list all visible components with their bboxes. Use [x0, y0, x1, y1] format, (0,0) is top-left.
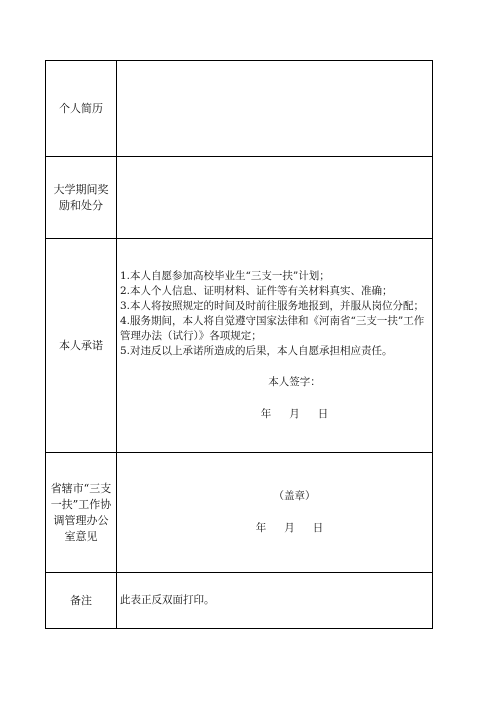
- remark-row: [46, 573, 433, 629]
- pledge-item: 2.本人个人信息、证明材料、证件等有关材料真实、准确；: [120, 285, 393, 297]
- application-form: [45, 60, 433, 628]
- office-label: 省辖市“三支一扶”工作协调管理办公室意见: [50, 481, 112, 543]
- pledge-label: 本人承诺: [59, 338, 103, 352]
- pledge-date-month: 月: [289, 408, 300, 420]
- office-label-cell: [46, 453, 117, 573]
- form-table: [45, 60, 433, 629]
- resume-field[interactable]: [117, 61, 433, 157]
- awards-row: [46, 157, 433, 239]
- awards-field[interactable]: [117, 157, 433, 239]
- office-date: [117, 521, 432, 536]
- pledge-content: [117, 239, 433, 453]
- pledge-date-day: 日: [317, 408, 329, 420]
- signature-line[interactable]: [117, 375, 432, 390]
- pledge-date-year: 年: [260, 408, 272, 420]
- remark-field: [117, 573, 433, 629]
- office-date-day: 日: [312, 522, 324, 534]
- seal-text: （盖章）: [273, 490, 316, 502]
- awards-label: 大学期间奖励和处分: [53, 182, 109, 212]
- pledge-label-cell: [46, 239, 117, 453]
- pledge-items: [117, 269, 432, 359]
- pledge-item: 4.服务期间，本人将自觉遵守国家法律和《河南省“三支一扶”工作管理办法（试行）》各项规定；: [120, 315, 425, 342]
- office-date-year: 年: [255, 522, 267, 534]
- remark-label: 备注: [70, 593, 92, 607]
- office-date-month: 月: [284, 522, 295, 534]
- office-content: [117, 453, 433, 573]
- remark-label-cell: [46, 573, 117, 629]
- resume-row: [46, 61, 433, 157]
- resume-label: 个人简历: [59, 101, 103, 115]
- pledge-row: [46, 239, 433, 453]
- pledge-item: 3.本人将按照规定的时间及时前往服务地报到，并服从岗位分配；: [120, 300, 425, 312]
- resume-label-cell: [46, 61, 117, 157]
- remark-text: 此表正反双面打印。: [120, 594, 215, 606]
- pledge-date: [117, 407, 432, 422]
- pledge-item: 5.对违反以上承诺所造成的后果，本人自愿承担相应责任。: [120, 345, 393, 357]
- office-row: [46, 453, 433, 573]
- signature-label: 本人签字：: [268, 376, 321, 388]
- awards-label-cell: [46, 157, 117, 239]
- pledge-item: 1.本人自愿参加高校毕业生“三支一扶”计划；: [120, 270, 330, 282]
